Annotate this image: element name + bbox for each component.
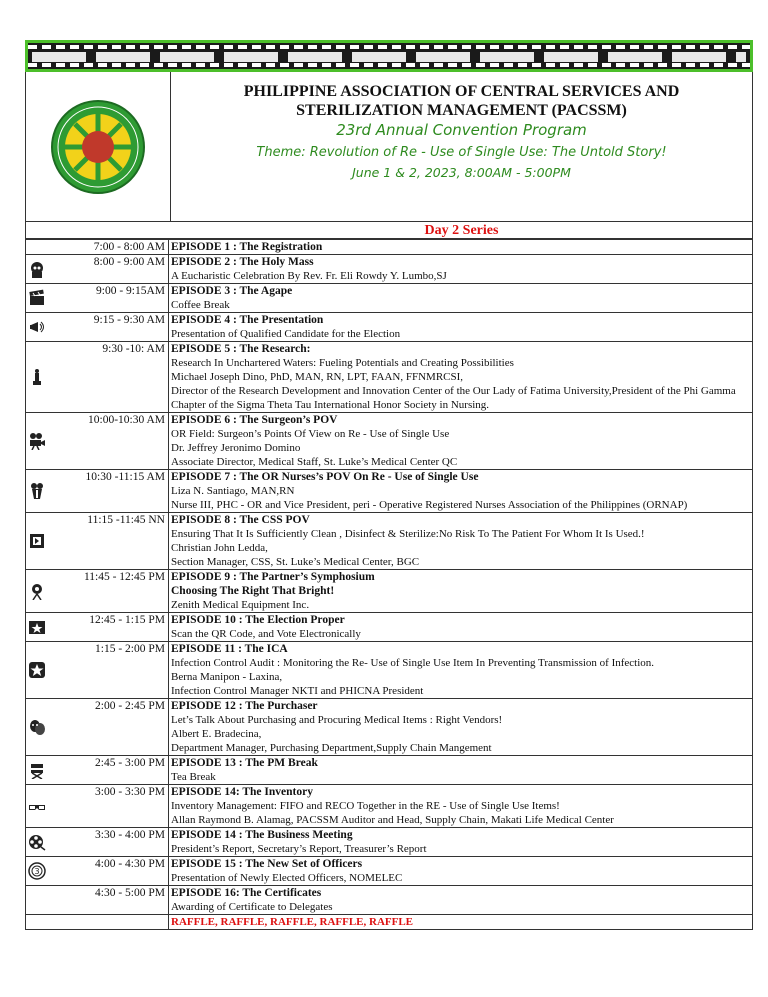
schedule-details (169, 413, 753, 470)
schedule-details (169, 642, 753, 699)
schedule-row (26, 828, 753, 857)
episode-subtitle: Choosing The Right That Bright! (171, 585, 335, 597)
icon-cell (26, 240, 49, 255)
popcorn-icon (26, 470, 49, 513)
schedule-details (169, 828, 753, 857)
schedule-details (169, 886, 753, 915)
schedule-time: 2:45 - 3:00 PM (48, 756, 169, 785)
episode-title: EPISODE 8 : The CSS POV (171, 514, 310, 526)
schedule-table (25, 239, 753, 930)
episode-detail: Infection Control Manager NKTI and PHICNA President (171, 685, 424, 697)
schedule-time: 8:00 - 9:00 AM (48, 255, 169, 284)
episode-title: EPISODE 1 : The Registration (171, 241, 323, 253)
episode-detail: Michael Joseph Dino, PhD, MAN, RN, LPT, FAAN, FFNMRCSI, (171, 371, 464, 383)
episode-title: EPISODE 2 : The Holy Mass (171, 256, 314, 268)
movie-camera-icon (26, 413, 49, 470)
schedule-details (169, 513, 753, 570)
program-theme: Theme: Revolution of Re - Use of Single Use: The Untold Story! (256, 145, 667, 160)
spotlight-icon (26, 570, 49, 613)
raffle-line: RAFFLE, RAFFLE, RAFFLE, RAFFLE, RAFFLE (171, 916, 413, 928)
episode-title: EPISODE 9 : The Partner’s Symphosium (171, 571, 375, 583)
award-statue-icon (26, 342, 49, 413)
schedule-row (26, 240, 753, 255)
film-character-icon (26, 255, 49, 284)
icon-cell (26, 915, 49, 930)
schedule-details (169, 613, 753, 642)
episode-detail: Albert E. Bradecina, (171, 728, 262, 740)
episode-title: EPISODE 6 : The Surgeon’s POV (171, 414, 338, 426)
episode-detail: Zenith Medical Equipment Inc. (171, 599, 310, 611)
schedule-row (26, 886, 753, 915)
program-title: 23rd Annual Convention Program (336, 121, 587, 139)
episode-title: EPISODE 14 : The Business Meeting (171, 829, 353, 841)
schedule-time: 4:30 - 5:00 PM (48, 886, 169, 915)
episode-detail: Inventory Management: FIFO and RECO Together in the RE - Use of Single Use Items! (171, 800, 560, 812)
episode-title: EPISODE 15 : The New Set of Officers (171, 858, 363, 870)
program-dates: June 1 & 2, 2023, 8:00AM - 5:00PM (352, 165, 571, 180)
episode-title: EPISODE 13 : The PM Break (171, 757, 318, 769)
org-name-line1: PHILIPPINE ASSOCIATION OF CENTRAL SERVICES AND (243, 83, 680, 100)
schedule-details (169, 915, 753, 930)
schedule-row (26, 255, 753, 284)
episode-title: EPISODE 7 : The OR Nurses’s POV On Re - Use of Single Use (171, 471, 479, 483)
schedule-time: 10:00-10:30 AM (48, 413, 169, 470)
schedule-row (26, 613, 753, 642)
star-badge-icon (26, 642, 49, 699)
episode-detail: President’s Report, Secretary’s Report, Treasurer’s Report (171, 843, 427, 855)
schedule-row (26, 699, 753, 756)
program-page (25, 40, 753, 930)
pacssm-seal-icon (26, 72, 171, 222)
schedule-row (26, 413, 753, 470)
episode-title: EPISODE 11 : The ICA (171, 643, 288, 655)
directors-chair-icon (26, 756, 49, 785)
day-label: Day 2 Series (25, 222, 753, 239)
episode-detail: Berna Manipon - Laxina, (171, 671, 283, 683)
schedule-time (48, 915, 169, 930)
episode-title: EPISODE 4 : The Presentation (171, 314, 324, 326)
schedule-time: 3:00 - 3:30 PM (48, 785, 169, 828)
episode-detail: Dr. Jeffrey Jeronimo Domino (171, 442, 301, 454)
megaphone-icon (26, 313, 49, 342)
schedule-time: 4:00 - 4:30 PM (48, 857, 169, 886)
schedule-row (26, 642, 753, 699)
star-ticket-icon (26, 613, 49, 642)
schedule-details (169, 756, 753, 785)
episode-detail: Infection Control Audit : Monitoring the Re- Use of Single Use Item In Preventing Transmission of Infection. (171, 657, 655, 669)
schedule-time: 12:45 - 1:15 PM (48, 613, 169, 642)
schedule-details (169, 240, 753, 255)
schedule-time: 2:00 - 2:45 PM (48, 699, 169, 756)
episode-detail: OR Field: Surgeon’s Points Of View on Re - Use of Single Use (171, 428, 450, 440)
schedule-details (169, 313, 753, 342)
schedule-details (169, 255, 753, 284)
episode-detail: Allan Raymond B. Alamag, PACSSM Auditor and Head, Supply Chain, Makati Life Medical Center (171, 814, 614, 826)
schedule-details (169, 699, 753, 756)
schedule-row (26, 570, 753, 613)
schedule-row (26, 915, 753, 930)
schedule-details (169, 785, 753, 828)
film-strip-icon (26, 513, 49, 570)
clapperboard-icon (26, 284, 49, 313)
schedule-time: 11:45 - 12:45 PM (48, 570, 169, 613)
episode-detail: Awarding of Certificate to Delegates (171, 901, 333, 913)
countdown-icon (26, 857, 49, 886)
schedule-details (169, 284, 753, 313)
episode-title: EPISODE 5 : The Research: (171, 343, 311, 355)
schedule-row (26, 342, 753, 413)
icon-cell (26, 886, 49, 915)
3d-glasses-icon (26, 785, 49, 828)
program-header (25, 72, 753, 222)
theater-masks-icon (26, 699, 49, 756)
schedule-details (169, 470, 753, 513)
episode-detail: Presentation of Qualified Candidate for the Election (171, 328, 401, 340)
episode-title: EPISODE 10 : The Election Proper (171, 614, 345, 626)
org-name-line2: STERILIZATION MANAGEMENT (PACSSM) (296, 102, 627, 119)
episode-detail: Tea Break (171, 771, 216, 783)
schedule-row (26, 513, 753, 570)
episode-detail: Liza N. Santiago, MAN,RN (171, 485, 295, 497)
episode-title: EPISODE 14: The Inventory (171, 786, 313, 798)
schedule-row (26, 756, 753, 785)
schedule-row (26, 857, 753, 886)
episode-detail: Director of the Research Development and Innovation Center of the Our Lady of Fatima University,President of the Phi Gamma Chapter of the Sigma Theta Tau International Honor Society in Nursing. (171, 385, 736, 411)
episode-detail: Department Manager, Purchasing Department,Supply Chain Mangement (171, 742, 492, 754)
schedule-row (26, 313, 753, 342)
schedule-row (26, 785, 753, 828)
schedule-time: 9:00 - 9:15AM (48, 284, 169, 313)
schedule-details (169, 857, 753, 886)
schedule-row (26, 470, 753, 513)
episode-detail: Scan the QR Code, and Vote Electronically (171, 628, 361, 640)
episode-title: EPISODE 12 : The Purchaser (171, 700, 318, 712)
schedule-details (169, 342, 753, 413)
schedule-time: 9:30 -10: AM (48, 342, 169, 413)
episode-detail: Ensuring That It Is Sufficiently Clean , Disinfect & Sterilize:No Risk To The Patient For Whom It Is Used.! (171, 528, 645, 540)
episode-detail: Section Manager, CSS, St. Luke’s Medical Center, BGC (171, 556, 420, 568)
svg-text:3: 3 (34, 867, 40, 876)
schedule-time: 1:15 - 2:00 PM (48, 642, 169, 699)
schedule-time: 9:15 - 9:30 AM (48, 313, 169, 342)
episode-detail: Christian John Ledda, (171, 542, 268, 554)
episode-detail: Associate Director, Medical Staff, St. Luke’s Medical Center QC (171, 456, 458, 468)
schedule-details (169, 570, 753, 613)
episode-detail: Coffee Break (171, 299, 230, 311)
schedule-time: 3:30 - 4:00 PM (48, 828, 169, 857)
episode-detail: A Eucharistic Celebration By Rev. Fr. Eli Rowdy Y. Lumbo,SJ (171, 270, 447, 282)
episode-detail: Presentation of Newly Elected Officers, NOMELEC (171, 872, 403, 884)
schedule-time: 7:00 - 8:00 AM (48, 240, 169, 255)
film-reel-icon (26, 828, 49, 857)
episode-title: EPISODE 3 : The Agape (171, 285, 293, 297)
film-strip-banner (25, 40, 753, 72)
schedule-row (26, 284, 753, 313)
episode-detail: Research In Unchartered Waters: Fueling Potentials and Creating Possibilities (171, 357, 514, 369)
episode-detail: Nurse III, PHC - OR and Vice President, peri - Operative Registered Nurses Association of the Philippines (ORNAP) (171, 499, 688, 511)
episode-detail: Let’s Talk About Purchasing and Procuring Medical Items : Right Vendors! (171, 714, 503, 726)
schedule-time: 10:30 -11:15 AM (48, 470, 169, 513)
schedule-time: 11:15 -11:45 NN (48, 513, 169, 570)
episode-title: EPISODE 16: The Certificates (171, 887, 322, 899)
